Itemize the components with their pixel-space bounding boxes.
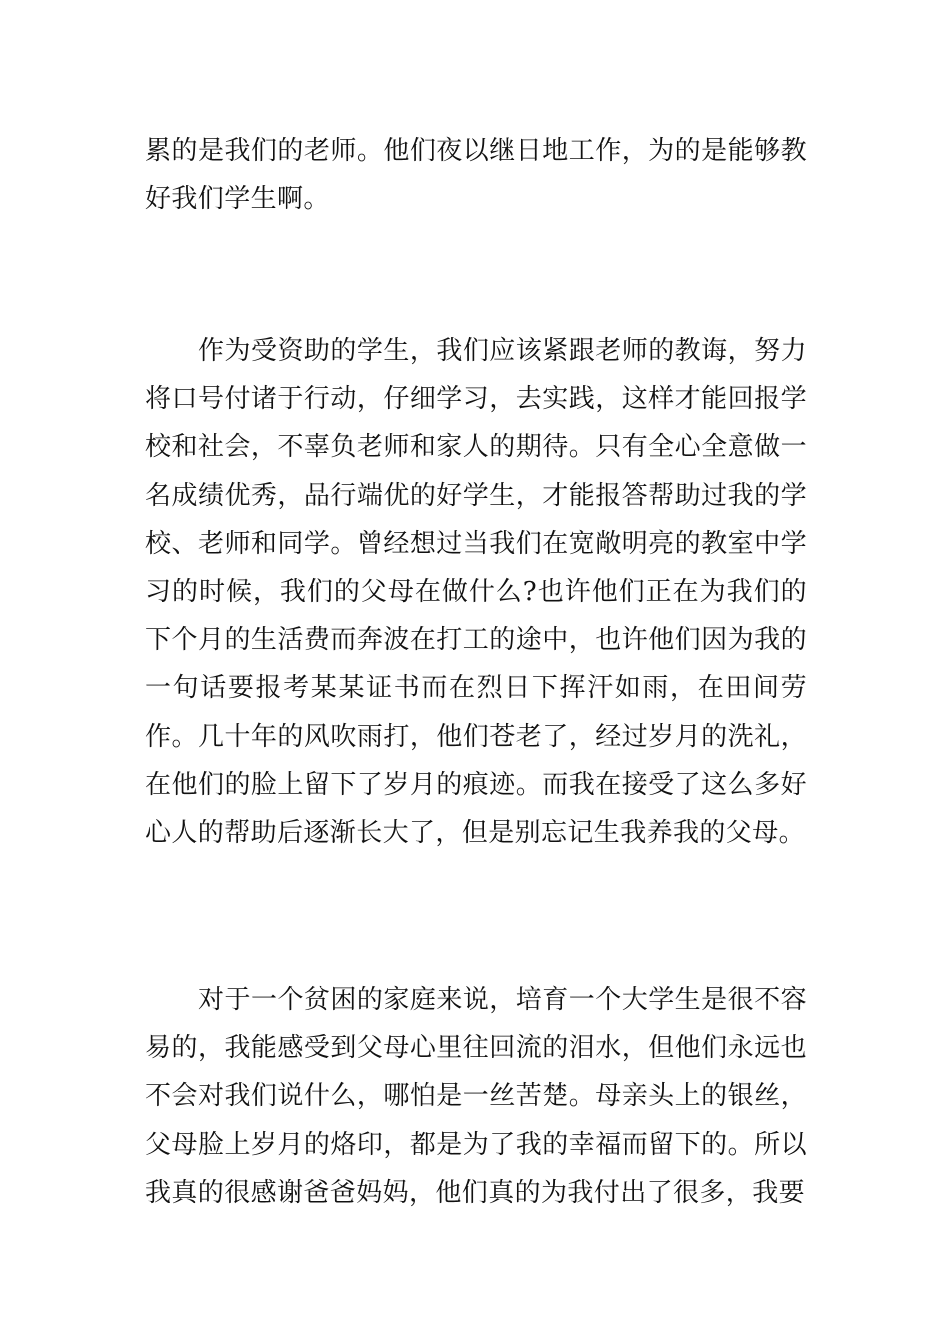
paragraph-family-gratitude: 对于一个贫困的家庭来说，培育一个大学生是很不容易的，我能感受到父母心里往回流的泪水，但他们永远也不会对我们说什么，哪怕是一丝苦楚。母亲头上的银丝，父母脸上岁月的烙印，都是为了我的幸福而留下的。所以我真的很感谢爸爸妈妈，他们真的为我付出了很多，我要 (145, 985, 807, 1208)
paragraph-support-gratitude: 作为受资助的学生，我们应该紧跟老师的教诲，努力将口号付诸于行动，仔细学习，去实践，这样才能回报学校和社会，不辜负老师和家人的期待。只有全心全意做一名成绩优秀，品行端优的好学生，才能报答帮助过我的学校、老师和同学。曾经想过当我们在宽敞明亮的教室中学习的时候，我们的父母在做什么?也许他们正在为我们的下个月的生活费而奔波在打工的途中，也许他们因为我的一句话要报考某某证书而在烈日下挥汗如雨，在田间劳作。几十年的风吹雨打，他们苍老了，经过岁月的洗礼，在他们的脸上留下了岁月的痕迹。而我在接受了这么多好心人的帮助后逐渐长大了，但是别忘记生我养我的父母。 (145, 336, 807, 849)
paragraph-continued: 累的是我们的老师。他们夜以继日地工作，为的是能够教好我们学生啊。 (145, 136, 807, 215)
